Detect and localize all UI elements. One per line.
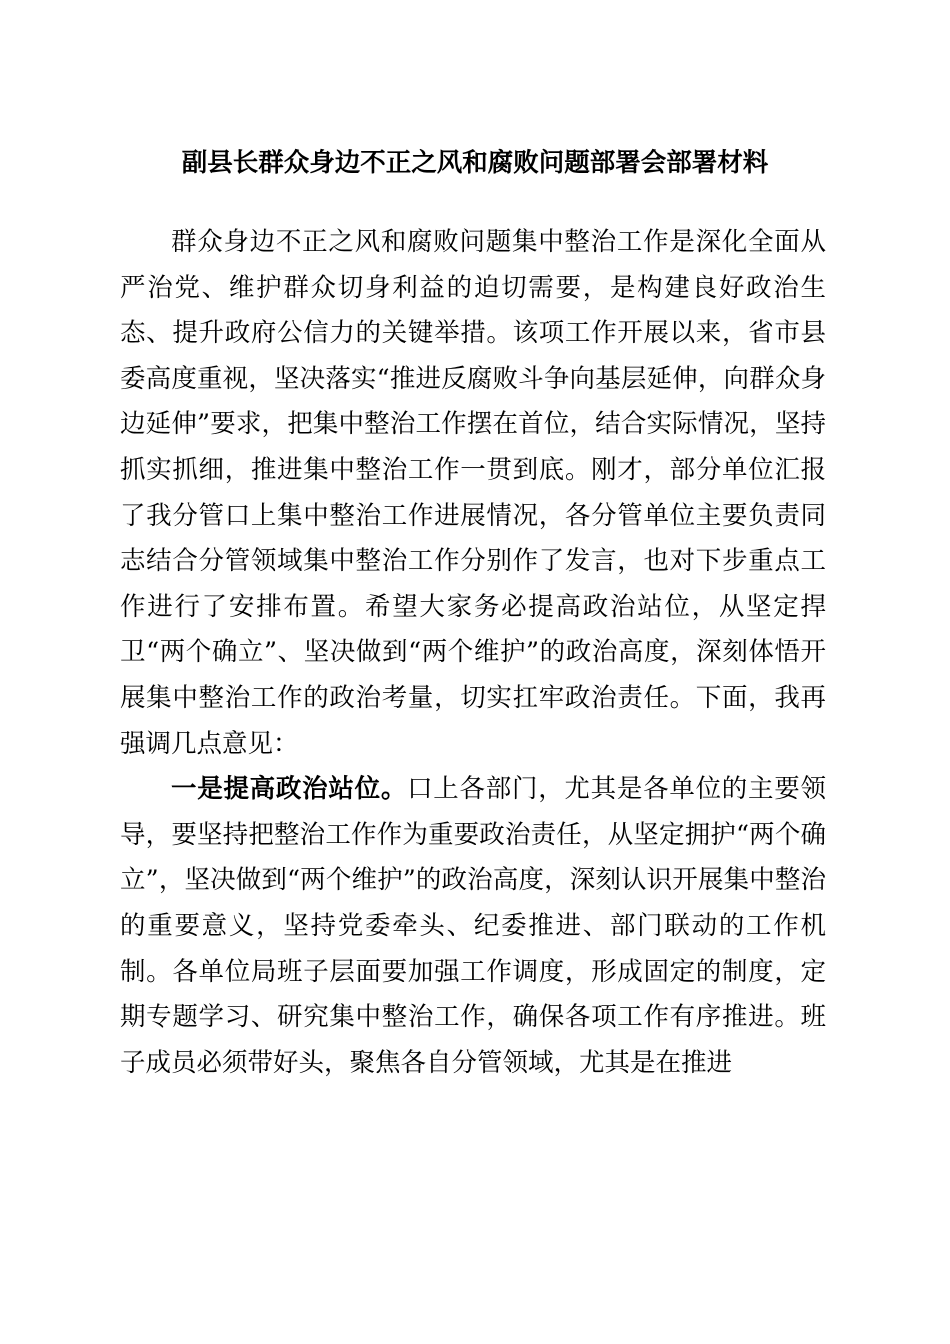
paragraph-text: 口上各部门，尤其是各单位的主要领导，要坚持把整治工作作为重要政治责任，从坚定拥护“两个确立”，坚决做到“两个维护”的政治高度，深刻认识开展集中整治的重要意义，坚持党委牵头、纪委推进、部门联动的工作机制。各单位局班子层面要加强工作调度，形成固定的制度，定期专题学习、研究集中整治工作，确保各项工作有序推进。班子成员必须带好头，聚焦各自分管领域，尤其是在推进 [120,774,826,1078]
document-body [120,220,826,1086]
paragraph-intro [120,220,826,767]
paragraph-point-one [120,767,826,1086]
paragraph-text: 群众身边不正之风和腐败问题集中整治工作是深化全面从严治党、维护群众切身利益的迫切需要，是构建良好政治生态、提升政府公信力的关键举措。该项工作开展以来，省市县委高度重视，坚决落实“推进反腐败斗争向基层延伸，向群众身边延伸”要求，把集中整治工作摆在首位，结合实际情况，坚持抓实抓细，推进集中整治工作一贯到底。刚才，部分单位汇报了我分管口上集中整治工作进展情况，各分管单位主要负责同志结合分管领域集中整治工作分别作了发言，也对下步重点工作进行了安排布置。希望大家务必提高政治站位，从坚定捍卫“两个确立”、坚决做到“两个维护”的政治高度，深刻体悟开展集中整治工作的政治考量，切实扛牢政治责任。下面，我再强调几点意见： [120,227,826,759]
document-title: 副县长群众身边不正之风和腐败问题部署会部署材料 [181,148,769,178]
paragraph-lead: 一是提高政治站位。 [171,774,408,805]
